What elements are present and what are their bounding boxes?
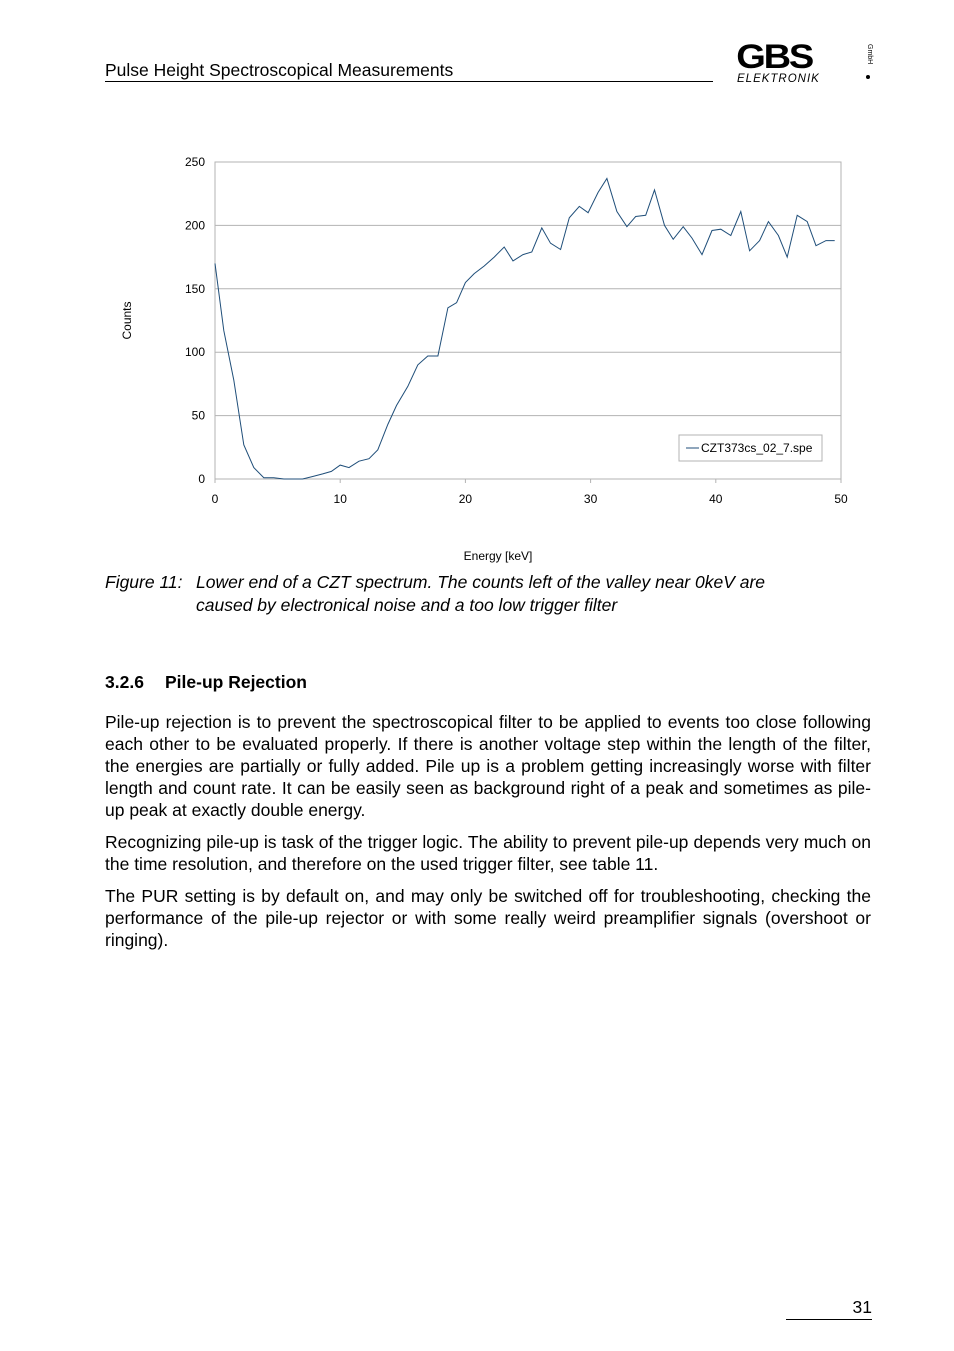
x-tick-label: 50 [834,492,848,506]
logo-side-text: GmbH [866,44,873,65]
paragraph: Pile-up rejection is to prevent the spectroscopical filter to be applied to events too close following each other to be evaluated properly. If there is another voltage step within the length of the filter, the energies are partially or fully added. Pile up is a problem getting increasingly worse with filter length and count rate. It can be easily seen as background right of a peak and sometimes as pile-up peak at exactly double energy. [105,712,871,820]
paragraph: The PUR setting is by default on, and may only be switched off for troubleshooting, checking the performance of the pile-up rejector or with some really weird preamplifier signals (overshoot or ringing). [105,886,871,950]
legend-entry: CZT373cs_02_7.spe [701,441,813,455]
page-number: 31 [786,1296,872,1320]
y-tick-label: 50 [191,408,205,423]
body-text [105,711,871,961]
figure-label: Figure 11: [105,572,183,592]
logo-dot [866,75,870,79]
running-header: Pulse Height Spectroscopical Measurements [105,60,713,82]
gbs-elektronik-logo [734,40,874,86]
y-tick-label: 150 [184,281,205,296]
spectrum-chart [110,148,855,568]
y-tick-label: 0 [198,472,205,486]
x-axis-label: Energy [keV] [463,549,533,563]
caption-line-1: Lower end of a CZT spectrum. The counts left of the valley near 0keV are [196,572,766,592]
section-title: Pile-up Rejection [165,672,307,692]
x-tick-label: 40 [709,492,723,506]
series-line [215,179,835,480]
x-tick-label: 10 [333,492,347,506]
y-tick-label: 250 [184,155,205,169]
y-tick-label: 100 [184,345,205,360]
section-number: 3.2.6 [105,672,144,692]
x-tick-label: 30 [583,492,598,506]
y-axis-label: Counts [120,301,134,340]
section-heading [105,671,307,693]
logo-sub-text: ELEKTRONIK [737,73,820,85]
plot-area-frame [215,162,841,479]
x-tick-label: 0 [211,492,219,506]
figure-caption [105,571,865,617]
chart-gridlines [215,162,841,479]
caption-line-2: caused by electronical noise and a too low trigger filter [196,595,618,615]
y-tick-label: 200 [184,218,205,233]
paragraph: Recognizing pile-up is task of the trigger logic. The ability to prevent pile-up depends very much on the time resolution, and therefore on the used trigger filter, see table 11. [105,832,871,874]
chart-legend [679,435,822,461]
x-tick-label: 20 [458,492,473,506]
logo-main-text: GBS [736,40,812,76]
chart-svg [110,148,855,568]
